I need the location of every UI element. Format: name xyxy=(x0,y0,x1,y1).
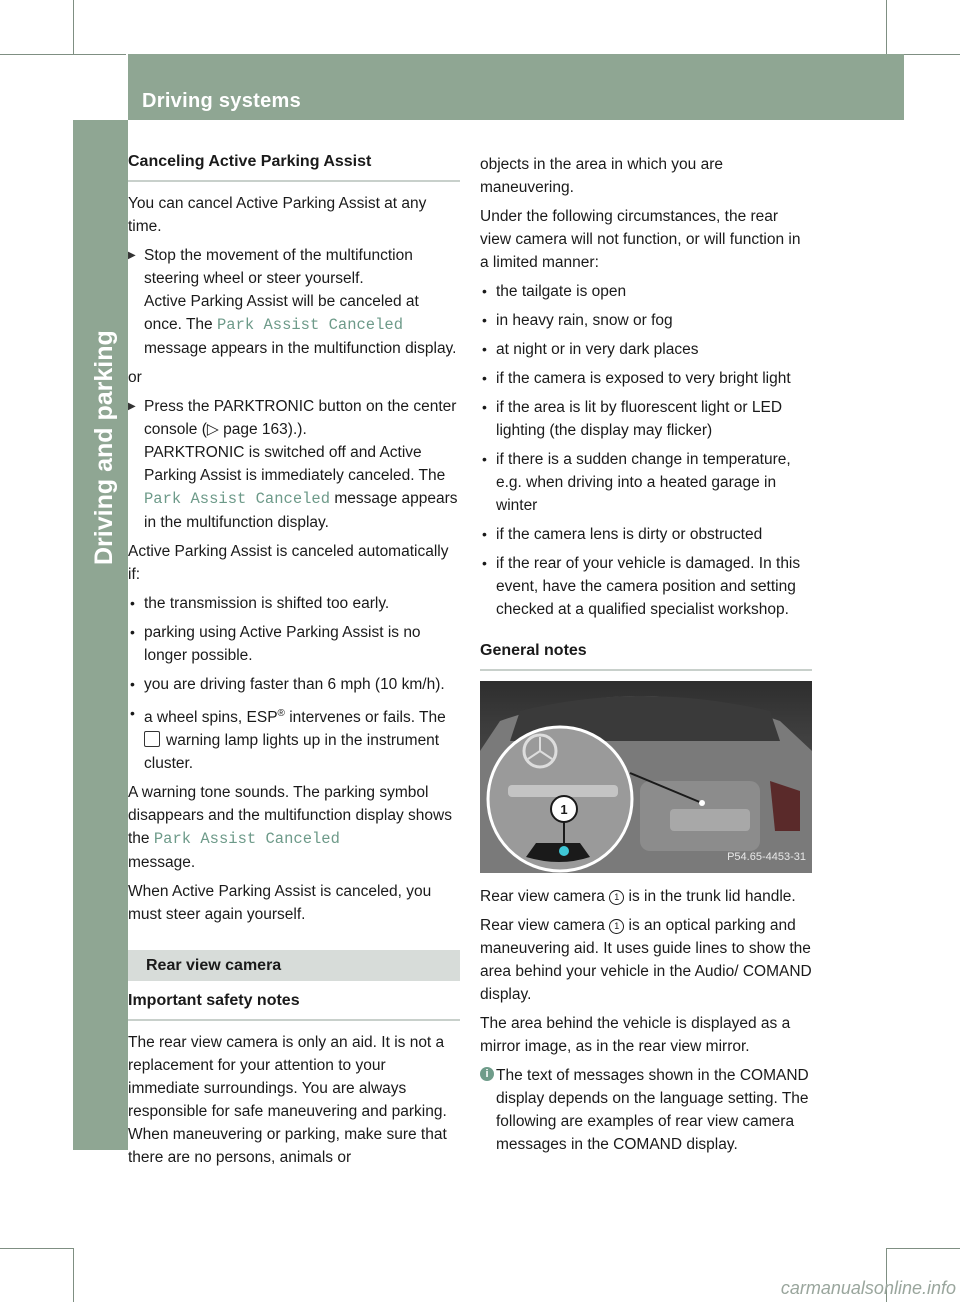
page-ref-icon: ▷ xyxy=(206,421,219,438)
watermark: carmanualsonline.info xyxy=(780,1278,956,1298)
right-column xyxy=(480,153,812,1156)
display-message: Park Assist Canceled xyxy=(144,490,331,508)
heading-rear-view-camera: Rear view camera xyxy=(128,950,460,981)
display-message: Park Assist Canceled xyxy=(216,316,403,334)
list-item: • parking using Active Parking Assist is no longer possible. xyxy=(128,621,460,667)
esp-warning-icon xyxy=(144,731,160,747)
header-divider xyxy=(126,54,128,120)
paragraph: objects in the area in which you are maneuvering. xyxy=(480,156,723,196)
crop-mark xyxy=(73,1248,74,1302)
list-item: • the tailgate is open xyxy=(480,280,812,303)
crop-mark xyxy=(886,0,887,54)
crop-mark xyxy=(73,0,74,54)
step-item: ▶ Stop the movement of the multifunction steering wheel or steer yourself. Active Parking Assist will be canceled at once. The Park Assist Canceled message appears in the multifunction display. xyxy=(128,244,460,360)
page-reference[interactable]: page 163). xyxy=(223,421,298,438)
crop-mark xyxy=(0,1248,73,1249)
paragraph: The rear view camera is only an aid. It is not a replacement for your attention to your immediate surroundings. You are always responsible for safe maneuvering and parking. When maneuvering or parking, make sure that there are no persons, animals or xyxy=(128,1034,447,1167)
paragraph: A warning tone sounds. The parking symbol disappears and the multifunction display shows the Park Assist Canceled message. xyxy=(128,784,452,872)
callout-marker: 1 xyxy=(609,919,624,934)
paragraph: When Active Parking Assist is canceled, you must steer again yourself. xyxy=(128,883,432,924)
callout-1: 1 xyxy=(560,802,568,817)
paragraph: You can cancel Active Parking Assist at any time. xyxy=(128,195,427,235)
heading-safety-notes: Important safety notes xyxy=(128,989,460,1021)
rear-camera-figure xyxy=(480,681,812,873)
heading-canceling: Canceling Active Parking Assist xyxy=(128,150,460,182)
list-item: • if the rear of your vehicle is damaged. In this event, have the camera position and setting checked at a qualified specialist workshop. xyxy=(480,552,812,621)
paragraph: The area behind the vehicle is displayed as a mirror image, as in the rear view mirror. xyxy=(480,1015,791,1055)
paragraph: Rear view camera 1 is an optical parking and maneuvering aid. It uses guide lines to show the area behind your vehicle in the Audio/ COMAND display. xyxy=(480,917,812,1003)
paragraph: Active Parking Assist is canceled automatically if: xyxy=(128,543,449,583)
list-item: • a wheel spins, ESP® intervenes or fails. The warning lamp lights up in the instrument cluster. xyxy=(128,702,460,775)
list-item: • you are driving faster than 6 mph (10 km/h). xyxy=(128,673,460,696)
figure-code: P54.65-4453-31 xyxy=(727,851,806,863)
heading-general-notes: General notes xyxy=(480,639,812,671)
side-tab-label: Driving and parking xyxy=(90,330,118,565)
crop-mark xyxy=(886,1248,960,1249)
list-item: • if the camera lens is dirty or obstructed xyxy=(480,523,812,546)
info-note: i The text of messages shown in the COMAND display depends on the language setting. The following are examples of rear view camera messages in the COMAND display. xyxy=(480,1064,812,1156)
or-text: or xyxy=(128,369,142,386)
step-item: ▶ Press the PARKTRONIC button on the center console (▷ page 163).). PARKTRONIC is switched off and Active Parking Assist is immediately canceled. The Park Assist Canceled message appears in the multifunction display. xyxy=(128,395,460,534)
list-item: • if the area is lit by fluorescent light or LED lighting (the display may flicker) xyxy=(480,396,812,442)
info-icon: i xyxy=(480,1067,494,1081)
vehicle-rear-illustration xyxy=(480,681,812,873)
crop-mark xyxy=(904,54,960,55)
list-item: • at night or in very dark places xyxy=(480,338,812,361)
list-item: • if there is a sudden change in temperature, e.g. when driving into a heated garage in winter xyxy=(480,448,812,517)
list-item: • in heavy rain, snow or fog xyxy=(480,309,812,332)
crop-mark xyxy=(0,54,128,55)
page-number: 168 xyxy=(82,90,116,112)
left-column xyxy=(128,150,460,1175)
callout-marker: 1 xyxy=(609,890,624,905)
display-message: Park Assist Canceled xyxy=(153,830,340,849)
paragraph: Under the following circumstances, the rear view camera will not function, or will function in a limited manner: xyxy=(480,208,801,271)
list-item: • the transmission is shifted too early. xyxy=(128,592,460,615)
list-item: • if the camera is exposed to very bright light xyxy=(480,367,812,390)
paragraph: Rear view camera 1 is in the trunk lid handle. xyxy=(480,888,796,905)
section-title: Driving systems xyxy=(142,90,302,112)
